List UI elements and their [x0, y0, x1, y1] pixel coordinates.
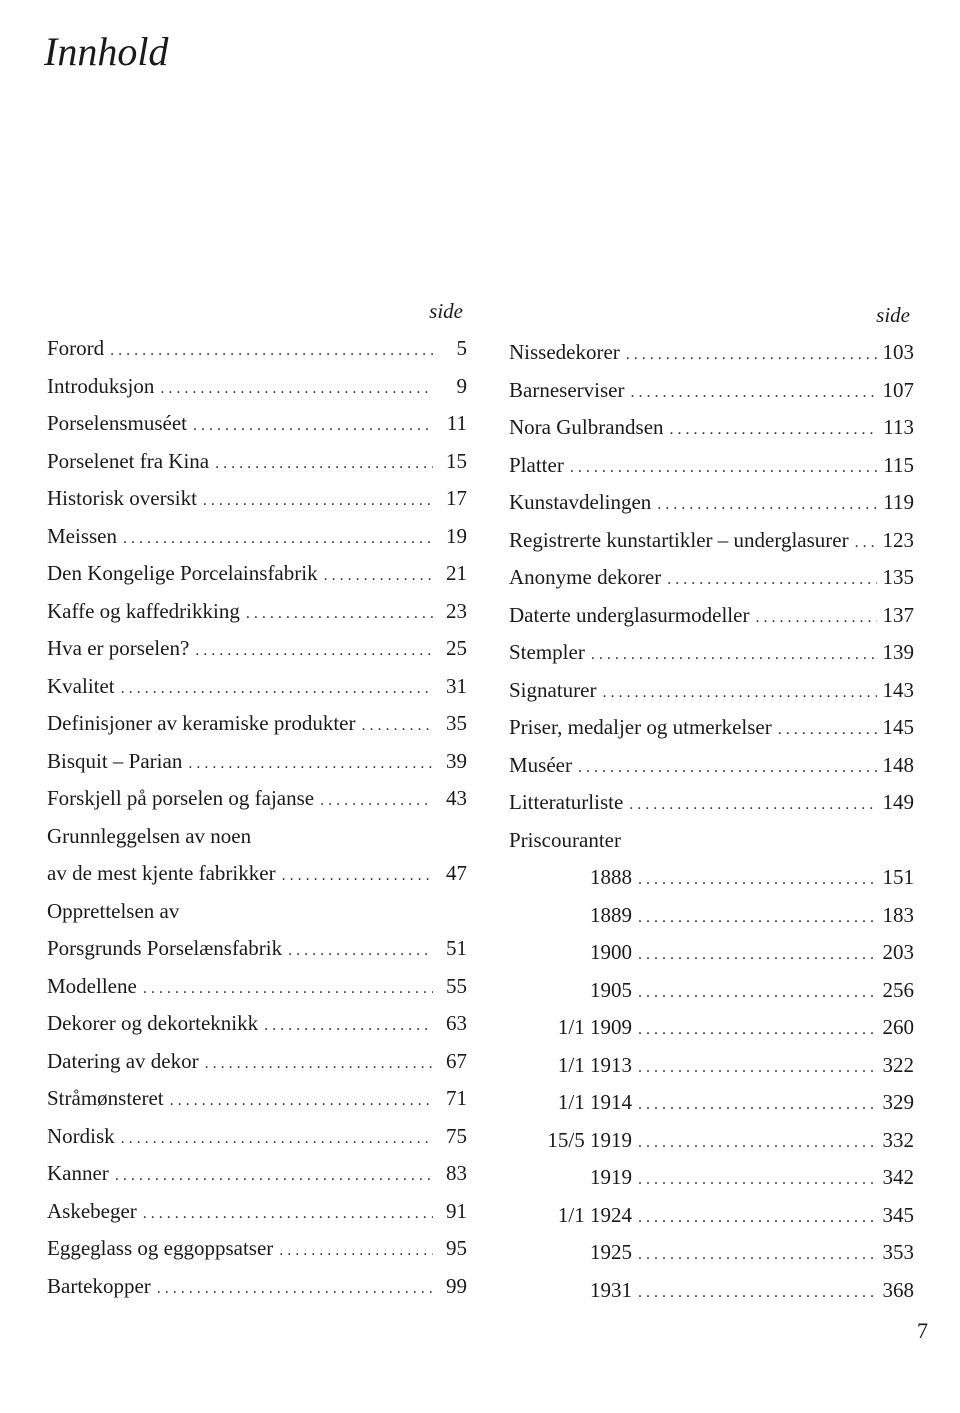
- toc-entry: [47, 743, 467, 781]
- toc-entry-page: 17: [446, 486, 467, 510]
- toc-entry-page: 15: [446, 448, 467, 473]
- toc-entry: [509, 447, 914, 485]
- toc-entry-page: 145: [882, 715, 914, 739]
- dot-leader: [215, 445, 433, 483]
- toc-entry-label: Porselenet fra Kina: [47, 448, 210, 473]
- dot-leader: [143, 970, 433, 1008]
- toc-entry: [47, 1118, 467, 1156]
- dot-leader: [657, 486, 877, 524]
- dot-leader: [121, 670, 433, 708]
- toc-entry-label: Definisjoner av keramiske produkter: [47, 711, 356, 735]
- toc-entry: [47, 855, 467, 893]
- toc-entry-page: 139: [882, 640, 914, 664]
- toc-entry-page: 260: [882, 1015, 914, 1039]
- dot-leader: [324, 557, 433, 595]
- toc-entry: [47, 893, 467, 931]
- toc-entry-page: 99: [446, 1273, 467, 1298]
- dot-leader: [279, 1232, 433, 1270]
- dot-leader: [638, 1124, 877, 1162]
- toc-entry: [47, 705, 467, 743]
- toc-entry-label: Daterte underglasurmodeller: [509, 602, 750, 627]
- dot-leader: [591, 636, 877, 674]
- toc-entry-page: 342: [882, 1165, 914, 1189]
- toc-entry-label: Kvalitet: [47, 673, 115, 698]
- dot-leader: [121, 1120, 433, 1158]
- toc-entry: [509, 1009, 914, 1047]
- dot-leader: [667, 561, 876, 599]
- toc-entry: [47, 1080, 467, 1118]
- toc-entry-label: Nora Gulbrandsen: [509, 415, 664, 439]
- toc-entry: [47, 443, 467, 481]
- toc-entry-page: 55: [446, 973, 467, 998]
- toc-entry: [509, 484, 914, 522]
- toc-entry: [509, 1272, 914, 1310]
- toc-entry-page: 47: [446, 861, 467, 885]
- toc-entry-page: 107: [882, 377, 914, 402]
- toc-entry-page: 103: [882, 340, 914, 364]
- toc-entry-page: 9: [456, 373, 467, 398]
- toc-entry-label: 1925: [590, 1240, 632, 1264]
- toc-entry-page: 67: [446, 1048, 467, 1073]
- page-number: 7: [917, 1318, 928, 1343]
- toc-entry-label: Kanner: [47, 1161, 109, 1185]
- dot-leader: [630, 374, 876, 412]
- toc-entry-page: 135: [882, 565, 914, 589]
- toc-entry: [509, 784, 914, 822]
- toc-entry-label: 1/1 1914: [557, 1090, 632, 1114]
- toc-left-list: [47, 330, 467, 1305]
- toc-entry-label: Bartekopper: [47, 1273, 151, 1298]
- toc-entry-label: Kunstavdelingen: [509, 490, 652, 514]
- dot-leader: [855, 524, 877, 562]
- toc-entry-page: 5: [456, 336, 467, 360]
- toc-entry-label: Opprettelsen av: [47, 898, 180, 923]
- dot-leader: [638, 974, 877, 1012]
- toc-entry-label: Askebeger: [47, 1198, 137, 1223]
- toc-entry: [47, 930, 467, 968]
- toc-entry-label: Registrerte kunstartikler – underglasurer: [509, 527, 849, 552]
- toc-entry-page: 35: [446, 711, 467, 735]
- side-label-right: side: [876, 303, 910, 327]
- toc-entry: [47, 405, 467, 443]
- toc-entry-label: Eggeglass og eggoppsatser: [47, 1236, 274, 1260]
- toc-entry-label: av de mest kjente fabrikker: [47, 861, 276, 885]
- toc-entry: [509, 334, 914, 372]
- toc-entry: [509, 1047, 914, 1085]
- toc-entry-label: Stråmønsteret: [47, 1086, 164, 1110]
- dot-leader: [626, 336, 877, 374]
- toc-entry: [47, 1268, 467, 1306]
- toc-entry-page: 19: [446, 523, 467, 548]
- dot-leader: [246, 595, 433, 633]
- toc-entry: [509, 1159, 914, 1197]
- dot-leader: [205, 1045, 433, 1083]
- toc-entry-page: 23: [446, 598, 467, 623]
- toc-entry-label: Platter: [509, 452, 564, 477]
- toc-entry-page: 332: [882, 1127, 914, 1152]
- toc-entry-label: Nordisk: [47, 1123, 115, 1148]
- toc-entry: [509, 822, 914, 860]
- toc-entry: [509, 409, 914, 447]
- toc-entry-label: 1/1 1913: [557, 1052, 632, 1077]
- toc-entry-label: Modellene: [47, 973, 137, 998]
- toc-entry: [47, 330, 467, 368]
- toc-entry-page: 183: [882, 902, 914, 927]
- dot-leader: [193, 407, 433, 445]
- toc-entry: [509, 522, 914, 560]
- toc-entry-label: Historisk oversikt: [47, 486, 197, 510]
- toc-entry-page: 95: [446, 1236, 467, 1260]
- dot-leader: [170, 1082, 433, 1120]
- toc-entry: [47, 1193, 467, 1231]
- toc-entry-label: Kaffe og kaffedrikking: [47, 598, 240, 623]
- toc-entry: [509, 934, 914, 972]
- toc-entry: [509, 709, 914, 747]
- dot-leader: [188, 745, 433, 783]
- dot-leader: [160, 370, 433, 408]
- toc-entry-label: 1888: [590, 865, 632, 889]
- toc-entry-label: 1889: [590, 902, 632, 927]
- toc-entry-label: Porsgrunds Porselænsfabrik: [47, 936, 283, 960]
- toc-entry: [509, 634, 914, 672]
- toc-entry-page: 149: [882, 790, 914, 814]
- toc-entry: [47, 968, 467, 1006]
- dot-leader: [638, 1236, 877, 1274]
- toc-entry: [47, 368, 467, 406]
- toc-entry-page: 329: [882, 1090, 914, 1114]
- toc-entry-page: 148: [882, 752, 914, 777]
- page-title: Innhold: [44, 29, 169, 74]
- toc-entry-page: 43: [446, 786, 467, 810]
- dot-leader: [629, 786, 876, 824]
- toc-entry-label: Porselensmuséet: [47, 411, 187, 435]
- dot-leader: [638, 899, 877, 937]
- toc-entry-page: 123: [882, 527, 914, 552]
- toc-entry: [509, 747, 914, 785]
- toc-entry-label: Anonyme dekorer: [509, 565, 662, 589]
- dot-leader: [578, 749, 877, 787]
- toc-entry-label: Priser, medaljer og utmerkelser: [509, 715, 772, 739]
- toc-entry: [47, 1005, 467, 1043]
- toc-entry-label: Litteraturliste: [509, 790, 624, 814]
- dot-leader: [778, 711, 877, 749]
- toc-entry-page: 368: [882, 1277, 914, 1302]
- toc-entry-page: 353: [882, 1240, 914, 1264]
- dot-leader: [638, 1274, 877, 1312]
- toc-entry-label: 1931: [590, 1277, 632, 1302]
- toc-entry-label: 15/5 1919: [547, 1127, 632, 1152]
- dot-leader: [320, 782, 433, 820]
- dot-leader: [570, 449, 877, 487]
- toc-entry-page: 203: [882, 940, 914, 964]
- dot-leader: [157, 1270, 433, 1308]
- toc-entry: [509, 672, 914, 710]
- toc-entry-page: 256: [882, 977, 914, 1002]
- toc-entry-page: 21: [446, 561, 467, 585]
- dot-leader: [638, 1049, 877, 1087]
- toc-entry-page: 151: [882, 865, 914, 889]
- toc-entry-page: 83: [446, 1161, 467, 1185]
- toc-entry-label: Grunnleggelsen av noen: [47, 823, 252, 848]
- toc-entry-page: 31: [446, 673, 467, 698]
- toc-entry-label: Introduksjon: [47, 373, 155, 398]
- toc-entry: [509, 1197, 914, 1235]
- toc-left-column: [47, 296, 467, 1305]
- toc-entry-label: Bisquit – Parian: [47, 748, 183, 773]
- toc-entry: [47, 818, 467, 856]
- dot-leader: [638, 861, 877, 899]
- toc-entry: [509, 1234, 914, 1272]
- dot-leader: [602, 674, 876, 712]
- toc-entry: [47, 780, 467, 818]
- toc-entry-label: Datering av dekor: [47, 1048, 199, 1073]
- toc-entry: [47, 518, 467, 556]
- toc-entry-page: 71: [446, 1086, 467, 1110]
- toc-entry-page: 322: [882, 1052, 914, 1077]
- toc-entry-label: Forskjell på porselen og fajanse: [47, 786, 315, 810]
- toc-entry-label: 1900: [590, 940, 632, 964]
- dot-leader: [264, 1007, 433, 1045]
- dot-leader: [123, 520, 433, 558]
- toc-entry: [509, 1084, 914, 1122]
- toc-entry-page: 51: [446, 936, 467, 960]
- dot-leader: [195, 632, 433, 670]
- dot-leader: [638, 1011, 877, 1049]
- dot-leader: [110, 332, 433, 370]
- toc-entry-label: Nissedekorer: [509, 340, 620, 364]
- toc-entry-page: 345: [882, 1202, 914, 1227]
- toc-entry-label: Forord: [47, 336, 105, 360]
- toc-entry: [509, 1122, 914, 1160]
- toc-entry-label: Meissen: [47, 523, 117, 548]
- toc-entry: [47, 480, 467, 518]
- dot-leader: [288, 932, 433, 970]
- dot-leader: [203, 482, 433, 520]
- toc-right-column: [509, 300, 914, 1309]
- toc-right-list: [509, 334, 914, 859]
- dot-leader: [670, 411, 878, 449]
- toc-entry-page: 39: [446, 748, 467, 773]
- toc-entry-label: 1919: [590, 1165, 632, 1189]
- toc-entry-label: Priscouranter: [509, 827, 621, 852]
- toc-entry-page: 137: [882, 602, 914, 627]
- dot-leader: [638, 936, 877, 974]
- toc-entry: [47, 1043, 467, 1081]
- dot-leader: [282, 857, 433, 895]
- toc-entry-page: 75: [446, 1123, 467, 1148]
- toc-entry: [47, 555, 467, 593]
- toc-entry-label: 1/1 1924: [557, 1202, 632, 1227]
- toc-entry-label: Hva er porselen?: [47, 636, 190, 660]
- dot-leader: [638, 1086, 877, 1124]
- toc-entry-label: Dekorer og dekorteknikk: [47, 1011, 259, 1035]
- dot-leader: [755, 599, 876, 637]
- toc-entry-page: 143: [882, 677, 914, 702]
- toc-entry-label: Barneserviser: [509, 377, 625, 402]
- dot-leader: [638, 1161, 877, 1199]
- toc-entry: [509, 597, 914, 635]
- toc-entry: [47, 630, 467, 668]
- toc-entry-page: 63: [446, 1011, 467, 1035]
- toc-entry-page: 25: [446, 636, 467, 660]
- toc-entry-label: Stempler: [509, 640, 585, 664]
- toc-entry-page: 11: [446, 411, 467, 435]
- toc-entry: [47, 1155, 467, 1193]
- dot-leader: [143, 1195, 433, 1233]
- toc-entry-label: 1905: [590, 977, 632, 1002]
- toc-entry: [47, 593, 467, 631]
- toc-entry: [509, 972, 914, 1010]
- toc-entry: [47, 1230, 467, 1268]
- toc-entry-label: Den Kongelige Porcelainsfabrik: [47, 561, 318, 585]
- side-label-left: side: [429, 299, 463, 323]
- dot-leader: [638, 1199, 877, 1237]
- toc-entry: [509, 897, 914, 935]
- toc-entry-label: Muséer: [509, 752, 572, 777]
- toc-entry: [509, 559, 914, 597]
- toc-entry-page: 119: [883, 490, 914, 514]
- dot-leader: [361, 707, 433, 745]
- toc-entry: [509, 859, 914, 897]
- toc-entry-page: 113: [883, 415, 914, 439]
- toc-entry: [509, 372, 914, 410]
- toc-entry-label: Signaturer: [509, 677, 597, 702]
- price-list-years: [509, 859, 914, 1309]
- toc-entry: [47, 668, 467, 706]
- dot-leader: [115, 1157, 433, 1195]
- toc-entry-page: 91: [446, 1198, 467, 1223]
- toc-entry-label: 1/1 1909: [557, 1015, 632, 1039]
- toc-entry-page: 115: [883, 452, 914, 477]
